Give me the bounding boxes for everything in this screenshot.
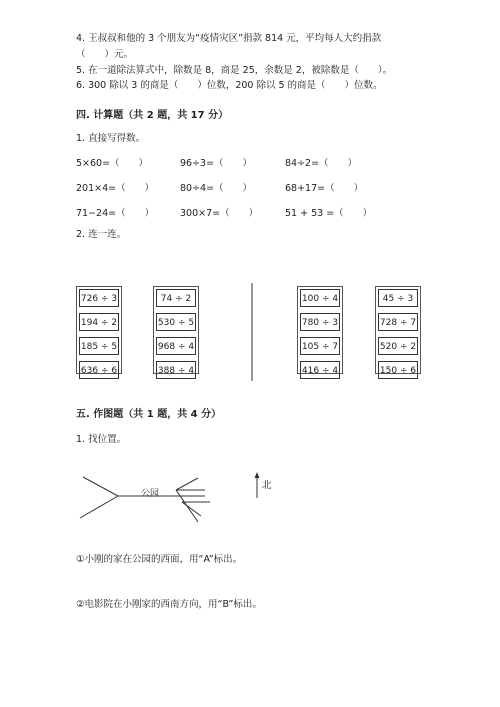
match-box[interactable]: 150 ÷ 6 (378, 361, 418, 379)
match-box[interactable]: 45 ÷ 3 (378, 289, 418, 307)
problem-4: 4. 王叔叔和他的 3 个朋友为“疫情灾区”捐款 814 元，平均每人大约捐款 (76, 33, 382, 44)
match-box[interactable]: 530 ÷ 5 (156, 313, 196, 331)
calc-item: 201×4=（ ） (76, 183, 155, 194)
section-4-q1-title: 1. 直接写得数。 (76, 133, 146, 144)
section-5-title: 五. 作图题（共 1 题，共 4 分） (76, 409, 222, 420)
north-label: 北 (262, 480, 272, 491)
match-box[interactable]: 520 ÷ 2 (378, 337, 418, 355)
match-box[interactable]: 636 ÷ 6 (79, 361, 119, 379)
calc-item: 68+17=（ ） (285, 183, 364, 194)
match-box[interactable]: 74 ÷ 2 (156, 289, 196, 307)
problem-4-blank: （ ）元。 (76, 49, 134, 60)
section-4-title: 四. 计算题（共 2 题，共 17 分） (76, 110, 229, 121)
match-box[interactable]: 388 ÷ 4 (156, 361, 196, 379)
match-box[interactable]: 728 ÷ 7 (378, 313, 418, 331)
problem-6: 6. 300 除以 3 的商是（ ）位数，200 除以 5 的商是（ ）位数。 (76, 80, 383, 91)
calc-item: 96÷3=（ ） (180, 158, 253, 169)
match-box[interactable]: 194 ÷ 2 (79, 313, 119, 331)
section-5-q1-title: 1. 找位置。 (76, 434, 127, 445)
match-box[interactable]: 105 ÷ 7 (300, 337, 340, 355)
section-4-q2-title: 2. 连一连。 (76, 229, 127, 240)
match-box[interactable]: 780 ÷ 3 (300, 313, 340, 331)
calc-item: 80÷4=（ ） (180, 183, 253, 194)
task-1: ①小刚的家在公园的西面，用“A”标出。 (76, 554, 243, 565)
calc-item: 300×7=（ ） (180, 208, 259, 219)
calc-item: 51 + 53 =（ ） (285, 208, 373, 219)
match-box[interactable]: 100 ÷ 4 (300, 289, 340, 307)
calc-item: 5×60=（ ） (76, 158, 149, 169)
problem-5: 5. 在一道除法算式中，除数是 8，商是 25，余数是 2，被除数是（ ）。 (76, 65, 393, 76)
match-box[interactable]: 726 ÷ 3 (79, 289, 119, 307)
park-label: 公园 (141, 489, 160, 499)
match-box[interactable]: 968 ÷ 4 (156, 337, 196, 355)
calc-item: 84÷2=（ ） (285, 158, 358, 169)
calc-item: 71−24=（ ） (76, 208, 155, 219)
match-box[interactable]: 185 ÷ 5 (79, 337, 119, 355)
task-2: ②电影院在小刚家的西南方向，用“B”标出。 (76, 599, 262, 610)
match-box[interactable]: 416 ÷ 4 (300, 361, 340, 379)
